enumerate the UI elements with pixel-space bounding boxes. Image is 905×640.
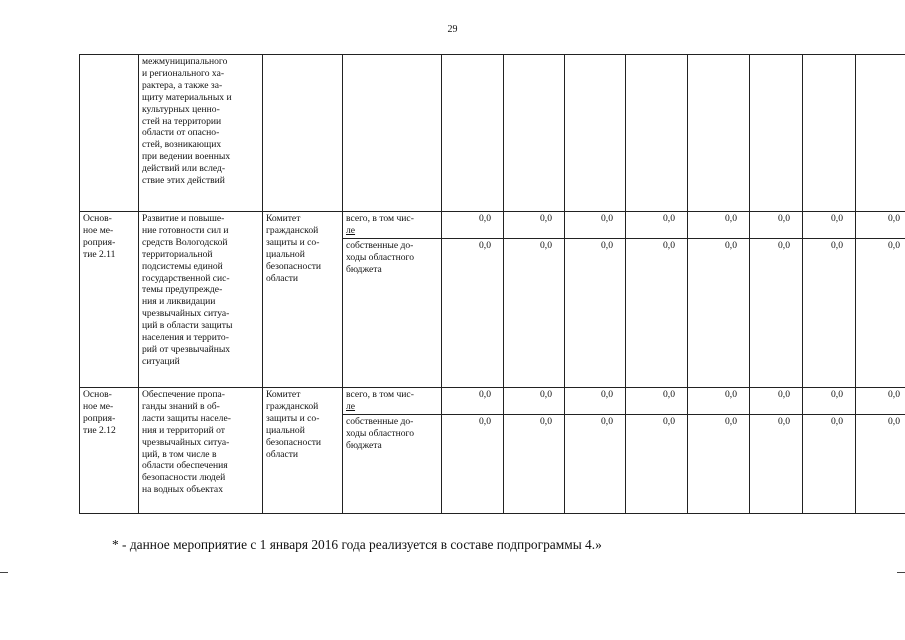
scan-edge-mark: [897, 572, 905, 573]
funding-source: собственные до- ходы областного бюджета: [343, 239, 442, 388]
activity-row: [80, 388, 905, 415]
description-cell: межмуниципального и регионального ха- рактера, а также за- щиту материальных и культурных ценно- стей на территории области от опасно- стей, возникающих при ведении военных действий или вслед- ствие этих действий: [139, 55, 263, 212]
value-cell: 0,0: [688, 388, 750, 415]
value-cell: [856, 55, 905, 212]
value-cell: 0,0: [504, 415, 565, 514]
source-cell: [343, 55, 442, 212]
value-cell: [565, 55, 626, 212]
funding-source: всего, в том чис- ле: [343, 388, 442, 415]
page-number: 29: [447, 24, 458, 35]
value-cell: 0,0: [565, 212, 626, 239]
value-cell: 0,0: [803, 239, 856, 388]
value-cell: 0,0: [750, 415, 803, 514]
funding-source: собственные до- ходы областного бюджета: [343, 415, 442, 514]
value-cell: [504, 55, 565, 212]
value-cell: [442, 55, 504, 212]
value-cell: 0,0: [442, 212, 504, 239]
value-cell: 0,0: [856, 388, 905, 415]
activity-row: [80, 212, 905, 239]
program-activities-table: [79, 54, 905, 514]
value-cell: 0,0: [504, 239, 565, 388]
value-cell: 0,0: [688, 415, 750, 514]
value-cell: 0,0: [442, 388, 504, 415]
value-cell: 0,0: [856, 212, 905, 239]
footnote: * - данное мероприятие с 1 января 2016 года реализуется в составе подпрограммы 4.»: [112, 537, 602, 552]
funding-source: всего, в том чис- ле: [343, 212, 442, 239]
value-cell: 0,0: [626, 239, 688, 388]
value-cell: 0,0: [856, 415, 905, 514]
value-cell: 0,0: [442, 239, 504, 388]
value-cell: 0,0: [803, 415, 856, 514]
value-cell: [688, 55, 750, 212]
value-cell: [803, 55, 856, 212]
value-cell: 0,0: [504, 388, 565, 415]
value-cell: [750, 55, 803, 212]
value-cell: 0,0: [688, 239, 750, 388]
value-cell: 0,0: [750, 212, 803, 239]
value-cell: 0,0: [803, 212, 856, 239]
activity-description: Развитие и повыше- ние готовности сил и средств Вологодской территориальной подсистемы единой государственной сис- темы предупрежде- ния и ликвидации чрезвычайных ситуа- ций в области защиты населения и террито- рий от чрезвычайных ситуаций: [139, 212, 263, 388]
continuation-row: [80, 55, 905, 212]
activity-executor: Комитет гражданской защиты и со- циальной безопасности области: [263, 388, 343, 514]
activity-code: Основ- ное ме- роприя- тие 2.12: [80, 388, 139, 514]
activity-executor: Комитет гражданской защиты и со- циальной безопасности области: [263, 212, 343, 388]
value-cell: 0,0: [626, 415, 688, 514]
value-cell: 0,0: [565, 415, 626, 514]
value-cell: 0,0: [688, 212, 750, 239]
value-cell: 0,0: [750, 239, 803, 388]
value-cell: 0,0: [803, 388, 856, 415]
scan-edge-mark: [0, 572, 8, 573]
value-cell: 0,0: [565, 239, 626, 388]
activity-description: Обеспечение пропа- ганды знаний в об- ласти защиты населе- ния и территорий от чрезвычайных ситуа- ций, в том числе в области обеспечения безопасности людей на водных объектах: [139, 388, 263, 514]
value-cell: 0,0: [626, 388, 688, 415]
value-cell: [626, 55, 688, 212]
value-cell: 0,0: [504, 212, 565, 239]
executor-cell: [263, 55, 343, 212]
value-cell: 0,0: [750, 388, 803, 415]
value-cell: 0,0: [565, 388, 626, 415]
value-cell: 0,0: [856, 239, 905, 388]
activity-code: Основ- ное ме- роприя- тие 2.11: [80, 212, 139, 388]
value-cell: 0,0: [442, 415, 504, 514]
code-cell: [80, 55, 139, 212]
value-cell: 0,0: [626, 212, 688, 239]
